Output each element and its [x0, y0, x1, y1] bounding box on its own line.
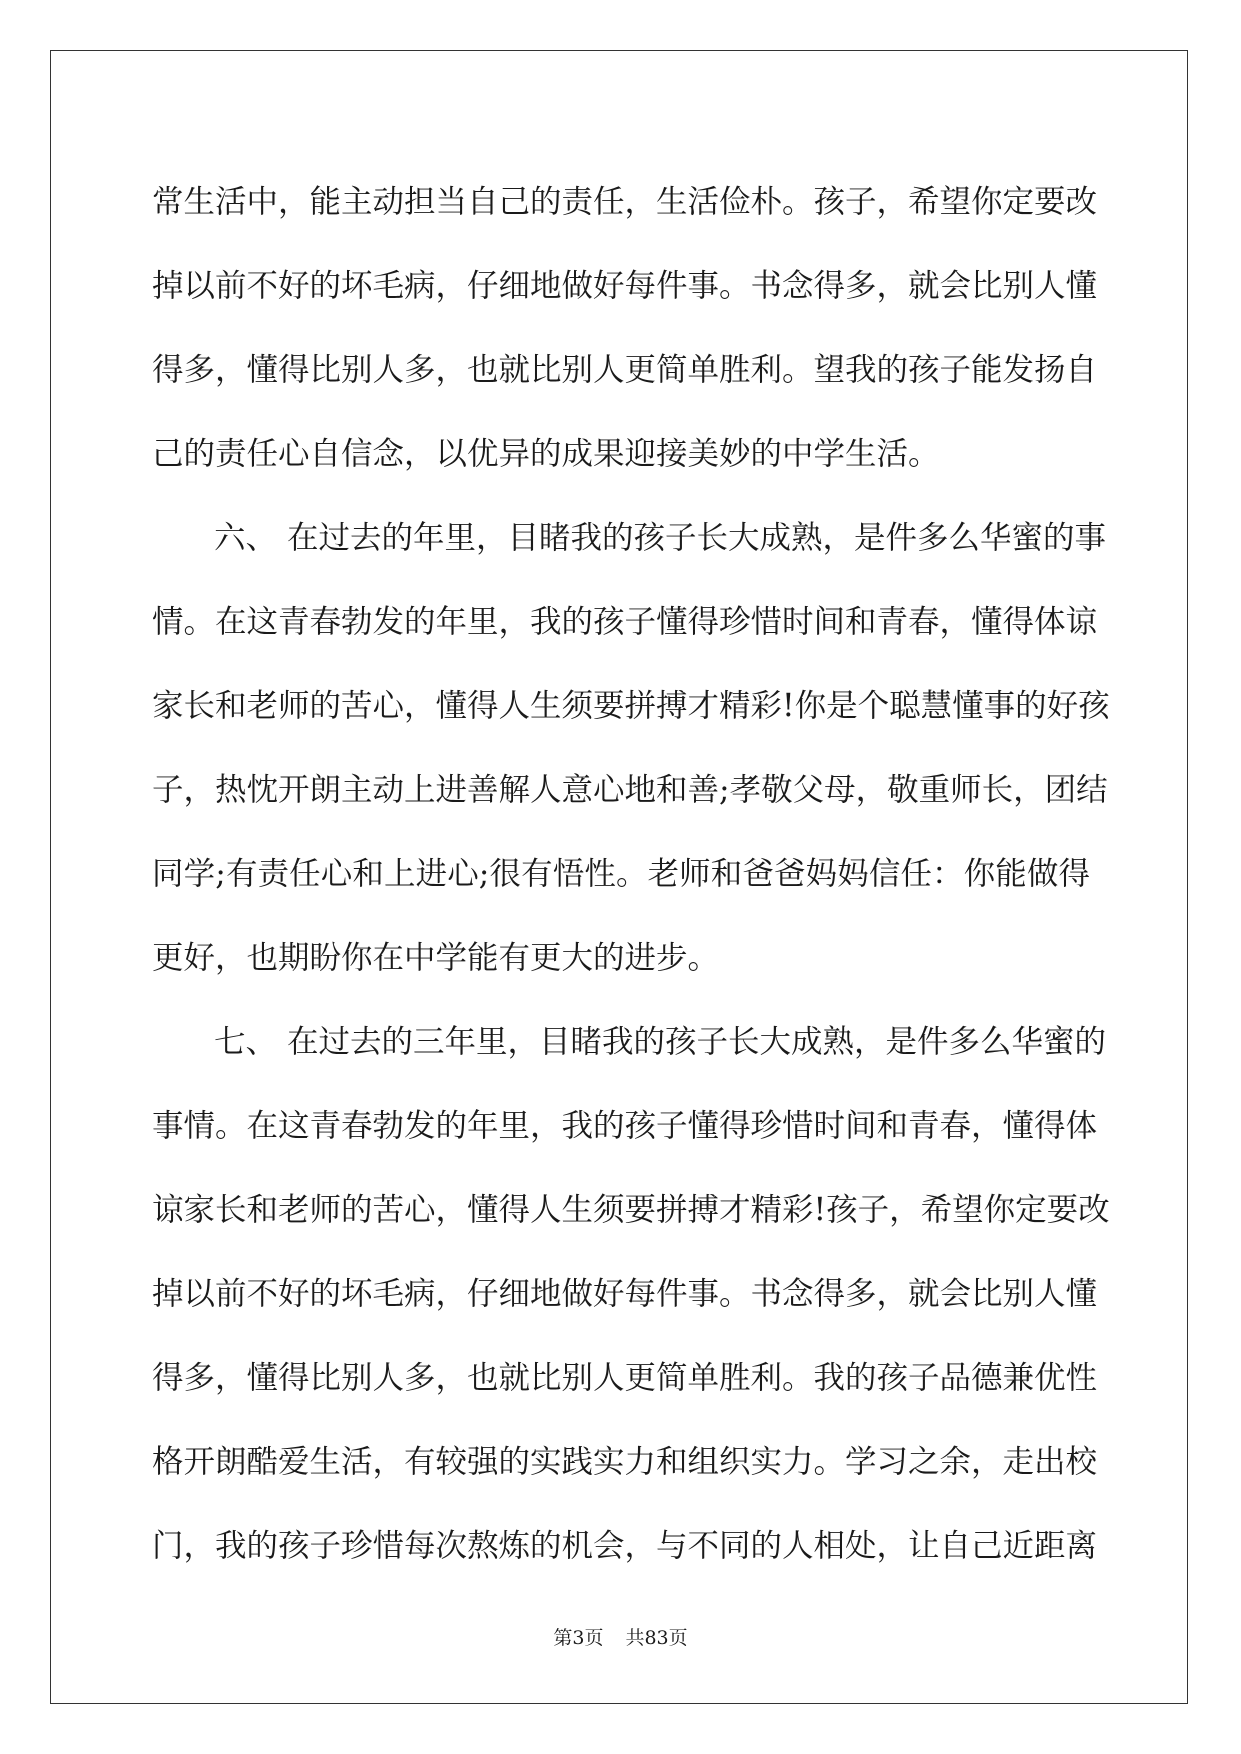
text-line: 门，我的孩子珍惜每次熬炼的机会，与不同的人相处，让自己近距离	[152, 1528, 1098, 1564]
text-line: 格开朗酷爱生活，有较强的实践实力和组织实力。学习之余，走出校	[152, 1444, 1098, 1480]
text-line: 常生活中，能主动担当自己的责任，生活俭朴。孩子，希望你定要改	[152, 184, 1098, 220]
text-line: 己的责任心自信念，以优异的成果迎接美妙的中学生活。	[152, 436, 940, 472]
paragraph-first-line: 六、 在过去的年里，目睹我的孩子长大成熟，是件多么华蜜的事	[214, 520, 1107, 556]
text-line: 掉以前不好的坏毛病，仔细地做好每件事。书念得多，就会比别人懂	[152, 1276, 1098, 1312]
text-line: 同学;有责任心和上进心;很有悟性。老师和爸爸妈妈信任：你能做得	[152, 856, 1090, 892]
page-footer	[0, 1626, 1241, 1650]
page-number: 第3页	[553, 1627, 604, 1649]
document-body	[152, 160, 1110, 1588]
text-line: 事情。在这青春勃发的年里，我的孩子懂得珍惜时间和青春，懂得体	[152, 1108, 1098, 1144]
page-total: 共83页	[625, 1627, 688, 1649]
text-line: 家长和老师的苦心，懂得人生须要拼搏才精彩!你是个聪慧懂事的好孩	[152, 688, 1110, 724]
text-line: 掉以前不好的坏毛病，仔细地做好每件事。书念得多，就会比别人懂	[152, 268, 1098, 304]
text-line: 子，热忱开朗主动上进善解人意心地和善;孝敬父母，敬重师长，团结	[152, 772, 1108, 808]
text-line: 谅家长和老师的苦心，懂得人生须要拼搏才精彩!孩子，希望你定要改	[152, 1192, 1110, 1228]
text-line: 情。在这青春勃发的年里，我的孩子懂得珍惜时间和青春，懂得体谅	[152, 604, 1098, 640]
paragraph-first-line: 七、 在过去的三年里，目睹我的孩子长大成熟，是件多么华蜜的	[214, 1024, 1107, 1060]
text-line: 更好，也期盼你在中学能有更大的进步。	[152, 940, 720, 976]
text-line: 得多，懂得比别人多，也就比别人更简单胜利。我的孩子品德兼优性	[152, 1360, 1098, 1396]
text-line: 得多，懂得比别人多，也就比别人更简单胜利。望我的孩子能发扬自	[152, 352, 1098, 388]
